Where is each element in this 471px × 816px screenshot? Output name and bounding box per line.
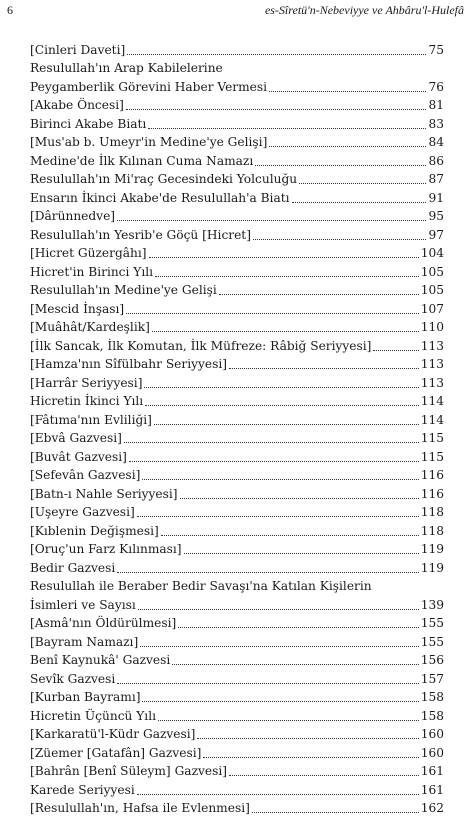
toc-entry-page: 97 [428, 228, 444, 243]
dot-leader [117, 673, 418, 684]
dot-leader [126, 99, 427, 110]
toc-entry-page: 105 [421, 283, 444, 298]
dot-leader [155, 266, 419, 277]
toc-entry-title: Hicretin Üçüncü Yılı [30, 709, 156, 724]
toc-entry-title: [Ebvâ Gazvesi] [30, 431, 122, 446]
toc-entry-page: 87 [428, 172, 444, 187]
dot-leader [180, 488, 419, 499]
toc-entry-title: Hicretin İkinci Yılı [30, 394, 143, 409]
toc-entry-title: [Fâtıma'nın Evliliği] [30, 413, 152, 428]
toc-entry-title: [Muâhât/Kardeşlik] [30, 320, 150, 335]
page-number: 6 [7, 3, 13, 18]
table-of-contents [30, 39, 444, 816]
toc-entry [30, 446, 444, 465]
toc-entry-page: 75 [428, 43, 444, 58]
toc-entry [30, 150, 444, 169]
toc-entry-page: 160 [421, 746, 444, 761]
dot-leader [154, 414, 419, 425]
dot-leader [158, 710, 419, 721]
toc-entry-page: 83 [428, 117, 444, 132]
toc-entry-page: 104 [421, 246, 444, 261]
toc-entry [30, 39, 444, 58]
dot-leader [148, 118, 426, 129]
toc-entry-page: 115 [421, 431, 444, 446]
toc-entry [30, 335, 444, 354]
dot-leader [117, 210, 426, 221]
toc-entry [30, 428, 444, 447]
dot-leader [129, 451, 419, 462]
toc-entry [30, 557, 444, 576]
dot-leader [253, 229, 427, 240]
running-title: es-Sîretü'n-Nebeviyye ve Ahbâru'l-Hulefâ [265, 3, 464, 18]
toc-entry-title: [Karkaratü'l-Küdr Gazvesi] [30, 727, 195, 742]
dot-leader [145, 395, 419, 406]
toc-entry-page: 115 [421, 450, 444, 465]
toc-entry-title: [Batn-ı Nahle Seriyyesi] [30, 487, 178, 502]
dot-leader [184, 543, 419, 554]
toc-entry-page: 158 [421, 690, 444, 705]
toc-entry-title: [Kurban Bayramı] [30, 690, 140, 705]
toc-entry-title: [Asmâ'nın Öldürülmesi] [30, 616, 176, 631]
toc-entry-page: 114 [421, 413, 444, 428]
toc-entry-title: Hicret'in Birinci Yılı [30, 265, 153, 280]
toc-entry [30, 298, 444, 317]
toc-entry [30, 224, 444, 243]
toc-entry-title: [Hamza'nın Sîfülbahr Seriyyesi] [30, 357, 227, 372]
toc-entry [30, 187, 444, 206]
toc-entry-page: 110 [421, 320, 444, 335]
dot-leader [172, 654, 418, 665]
toc-entry-title: [İlk Sancak, İlk Komutan, İlk Müfreze: Râbiğ Seriyyesi] [30, 339, 371, 354]
toc-entry-title: [Mus'ab b. Umeyr'in Medine'ye Gelişi] [30, 135, 267, 150]
toc-entry-title: [Mescid İnşası] [30, 302, 124, 317]
toc-entry-title: Resulullah'ın Mi'raç Gecesindeki Yolculuğu [30, 172, 297, 187]
dot-leader [299, 173, 426, 184]
toc-entry-page: 161 [421, 783, 444, 798]
toc-entry-title: Resulullah'ın Medine'ye Gelişi [30, 283, 217, 298]
toc-entry-page: 95 [428, 209, 444, 224]
dot-leader [117, 562, 418, 573]
toc-entry [30, 798, 444, 816]
dot-leader [124, 432, 419, 443]
toc-entry-title: [Züemer [Gatafân] Gazvesi] [30, 746, 201, 761]
toc-entry-title: Bedir Gazvesi [30, 561, 115, 576]
toc-entry-page: 81 [428, 98, 444, 113]
dot-leader [142, 469, 418, 480]
toc-entry-title: Sevîk Gazvesi [30, 672, 115, 687]
toc-entry-title: [Dârünnedve] [30, 209, 115, 224]
toc-entry [30, 206, 444, 225]
toc-entry-page: 105 [421, 265, 444, 280]
toc-entry-title: [Buvât Gazvesi] [30, 450, 127, 465]
toc-entry-page: 118 [421, 524, 444, 539]
dot-leader [126, 303, 419, 314]
toc-entry [30, 280, 444, 299]
dot-leader [203, 747, 418, 758]
toc-entry [30, 261, 444, 280]
toc-entry-page: 155 [421, 616, 444, 631]
toc-entry-page: 119 [421, 561, 444, 576]
toc-entry-title: Peygamberlik Görevini Haber Vermesi [30, 80, 267, 95]
toc-entry-page: 116 [421, 487, 444, 502]
toc-entry-title: Benî Kaynukâ' Gazvesi [30, 653, 170, 668]
dot-leader [292, 192, 427, 203]
toc-entry-title: [Oruç'un Farz Kılınması] [30, 542, 182, 557]
toc-entry-title: [Hicret Güzergâhı] [30, 246, 147, 261]
toc-entry-page: 91 [428, 191, 444, 206]
dot-leader [144, 377, 418, 388]
toc-entry-title: [Resulullah'ın, Hafsa ile Evlenmesi] [30, 801, 250, 816]
dot-leader [149, 247, 419, 258]
toc-entry-page: 114 [421, 394, 444, 409]
toc-entry-page: 113 [421, 376, 444, 391]
toc-entry-page: 139 [421, 598, 444, 613]
toc-entry-page: 160 [421, 727, 444, 742]
toc-entry [30, 539, 444, 558]
toc-entry [30, 742, 444, 761]
toc-entry-page: 158 [421, 709, 444, 724]
toc-entry-page: 157 [421, 672, 444, 687]
toc-entry [30, 372, 444, 391]
toc-entry [30, 132, 444, 151]
toc-entry-title: Ensarın İkinci Akabe'de Resulullah'a Biatı [30, 191, 290, 206]
dot-leader [255, 155, 426, 166]
dot-leader [197, 728, 418, 739]
toc-entry [30, 58, 444, 77]
toc-entry-page: 156 [421, 653, 444, 668]
toc-entry [30, 520, 444, 539]
toc-entry [30, 761, 444, 780]
toc-entry-page: 119 [421, 542, 444, 557]
toc-entry [30, 95, 444, 114]
dot-leader [229, 358, 419, 369]
toc-entry-title: Karede Seriyyesi [30, 783, 135, 798]
toc-entry [30, 169, 444, 188]
toc-entry [30, 724, 444, 743]
dot-leader [178, 617, 418, 628]
toc-entry-title: Birinci Akabe Biatı [30, 117, 146, 132]
dot-leader [219, 284, 419, 295]
dot-leader [137, 506, 419, 517]
dot-leader [138, 599, 419, 610]
toc-entry-page: 162 [421, 801, 444, 816]
toc-entry-title: [Sefevân Gazvesi] [30, 468, 140, 483]
toc-entry-page: 113 [421, 357, 444, 372]
dot-leader [269, 81, 426, 92]
toc-entry [30, 631, 444, 650]
toc-entry-page: 118 [421, 505, 444, 520]
dot-leader [269, 136, 426, 147]
toc-entry [30, 576, 444, 595]
toc-entry [30, 483, 444, 502]
toc-entry [30, 650, 444, 669]
toc-entry [30, 76, 444, 95]
toc-entry-title: [Bahrân [Benî Süleym] Gazvesi] [30, 764, 227, 779]
toc-entry [30, 391, 444, 410]
toc-entry-page: 107 [421, 302, 444, 317]
toc-entry [30, 317, 444, 336]
toc-entry-page: 84 [428, 135, 444, 150]
toc-entry-title: [Akabe Öncesi] [30, 98, 124, 113]
toc-entry-title: [Uşeyre Gazvesi] [30, 505, 135, 520]
toc-entry-title: Resulullah ile Beraber Bedir Savaşı'na Katılan Kişilerin [30, 579, 372, 594]
toc-entry-page: 113 [421, 339, 444, 354]
dot-leader [252, 802, 419, 813]
toc-entry-page: 116 [421, 468, 444, 483]
toc-entry [30, 113, 444, 132]
dot-leader [373, 340, 418, 351]
toc-entry [30, 594, 444, 613]
toc-entry-page: 76 [428, 80, 444, 95]
toc-entry-title: [Cinleri Daveti] [30, 43, 125, 58]
dot-leader [229, 765, 419, 776]
dot-leader [140, 636, 419, 647]
toc-entry-page: 86 [428, 154, 444, 169]
toc-entry [30, 243, 444, 262]
toc-entry-page: 161 [421, 764, 444, 779]
dot-leader [137, 784, 419, 795]
toc-entry [30, 465, 444, 484]
dot-leader [152, 321, 419, 332]
toc-entry-title: Resulullah'ın Yesrib'e Göçü [Hicret] [30, 228, 251, 243]
toc-entry-title: [Bayram Namazı] [30, 635, 138, 650]
toc-entry-page: 155 [421, 635, 444, 650]
page-header [7, 3, 464, 19]
dot-leader [127, 44, 426, 55]
toc-entry-title: Resulullah'ın Arap Kabilelerine [30, 61, 223, 76]
dot-leader [161, 525, 419, 536]
toc-entry [30, 779, 444, 798]
toc-entry-title: [Kıblenin Değişmesi] [30, 524, 159, 539]
dot-leader [142, 691, 418, 702]
toc-entry [30, 687, 444, 706]
toc-entry-title: [Harrâr Seriyyesi] [30, 376, 142, 391]
toc-entry-title: İsimleri ve Sayısı [30, 598, 136, 613]
toc-entry [30, 705, 444, 724]
toc-entry [30, 354, 444, 373]
toc-entry [30, 668, 444, 687]
toc-entry [30, 502, 444, 521]
toc-entry [30, 409, 444, 428]
toc-entry-title: Medine'de İlk Kılınan Cuma Namazı [30, 154, 253, 169]
toc-entry [30, 613, 444, 632]
